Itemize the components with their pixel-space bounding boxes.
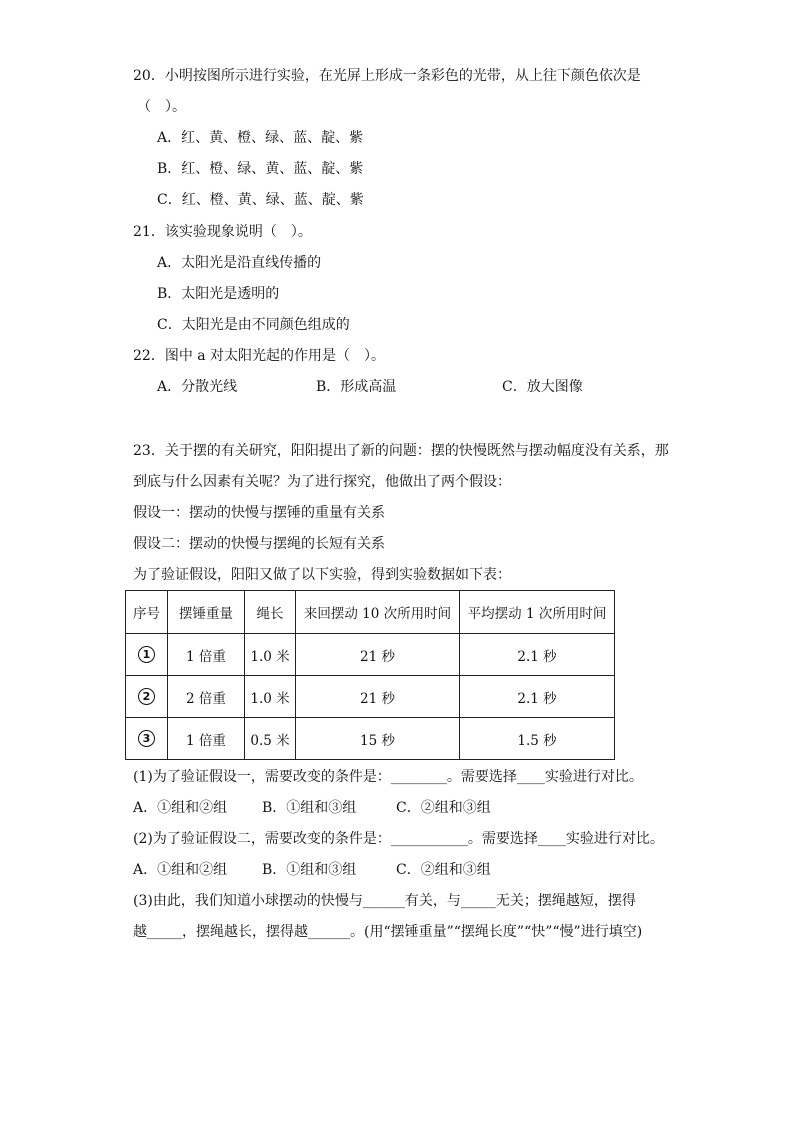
q23-sub2: (2)为了验证假设二，需要改变的条件是：___________。需要选择____实验进行对比。 [133, 831, 664, 847]
table-cell: 1.5 秒 [460, 718, 615, 760]
table-cell: 0.5 米 [245, 718, 296, 760]
table-header-cell: 摆锤重量 [168, 591, 245, 634]
q23-sub1-option-b: B．①组和③组 [262, 800, 357, 816]
table-header-cell: 序号 [126, 591, 168, 634]
q23-sub2-option-c: C．②组和③组 [396, 862, 491, 878]
q23-sub3-line2: 越_____，摆绳越长，摆得越______。(用“摆锤重量”“摆绳长度”“快”“慢”进行填空) [133, 924, 643, 940]
circled-number: 2 [138, 688, 155, 705]
q22-option-b: B．形成高温 [316, 379, 397, 395]
experiment-data-table [125, 590, 615, 760]
table-header-cell: 来回摆动 10 次所用时间 [296, 591, 460, 634]
table-row [126, 676, 615, 718]
q23-sub1-option-c: C．②组和③组 [396, 800, 491, 816]
q23-stem-line2: 到底与什么因素有关呢？为了进行探究，他做出了两个假设： [133, 474, 511, 490]
circled-number: 3 [138, 730, 155, 747]
q20-option-b: B．红、橙、绿、黄、蓝、靛、紫 [157, 161, 364, 177]
table-cell: 2 倍重 [168, 676, 245, 718]
q23-sub2-option-b: B．①组和③组 [262, 862, 357, 878]
table-row [126, 634, 615, 676]
q22-stem: 22．图中 a 对太阳光起的作用是（ ）。 [133, 348, 386, 364]
q22-option-a: A．分散光线 [157, 379, 238, 395]
q21-option-b: B．太阳光是透明的 [157, 286, 280, 302]
q23-sub3-line1: (3)由此，我们知道小球摆动的快慢与______有关，与_____无关；摆绳越短，摆得 [133, 893, 636, 909]
table-cell: 21 秒 [296, 634, 460, 676]
q20-stem-line2: （ ）。 [137, 99, 186, 115]
table-cell: 1.0 米 [245, 634, 296, 676]
q20-stem-line1: 20．小明按图所示进行实验，在光屏上形成一条彩色的光带，从上往下颜色依次是 [133, 68, 641, 84]
q21-option-a: A．太阳光是沿直线传播的 [157, 255, 322, 271]
table-header-cell: 平均摆动 1 次所用时间 [460, 591, 615, 634]
q23-sub1-option-a: A．①组和②组 [133, 800, 228, 816]
table-cell: 2.1 秒 [460, 634, 615, 676]
table-cell-id [126, 676, 168, 718]
table-cell: 21 秒 [296, 676, 460, 718]
q23-sub1: (1)为了验证假设一，需要改变的条件是：________。需要选择____实验进行对比。 [133, 769, 643, 785]
table-cell: 15 秒 [296, 718, 460, 760]
q23-hypothesis-2: 假设二：摆动的快慢与摆绳的长短有关系 [133, 536, 385, 552]
q23-hypothesis-1: 假设一：摆动的快慢与摆锤的重量有关系 [133, 505, 385, 521]
table-cell: 1 倍重 [168, 718, 245, 760]
table-cell-id [126, 634, 168, 676]
table-header-cell: 绳长 [245, 591, 296, 634]
q23-table-intro: 为了验证假设，阳阳又做了以下实验，得到实验数据如下表： [133, 567, 511, 583]
q23-sub2-option-a: A．①组和②组 [133, 862, 228, 878]
table-cell: 1.0 米 [245, 676, 296, 718]
q22-option-c: C．放大图像 [502, 379, 583, 395]
q21-stem: 21．该实验现象说明（ ）。 [133, 224, 312, 240]
q21-option-c: C．太阳光是由不同颜色组成的 [157, 317, 350, 333]
q20-option-c: C．红、橙、黄、绿、蓝、靛、紫 [157, 192, 364, 208]
q20-option-a: A．红、黄、橙、绿、蓝、靛、紫 [157, 130, 364, 146]
q23-stem-line1: 23．关于摆的有关研究，阳阳提出了新的问题：摆的快慢既然与摆动幅度没有关系，那 [133, 443, 669, 459]
table-cell-id [126, 718, 168, 760]
table-cell: 2.1 秒 [460, 676, 615, 718]
circled-number: 1 [138, 646, 155, 663]
table-row [126, 718, 615, 760]
table-cell: 1 倍重 [168, 634, 245, 676]
table-header-row [126, 591, 615, 634]
